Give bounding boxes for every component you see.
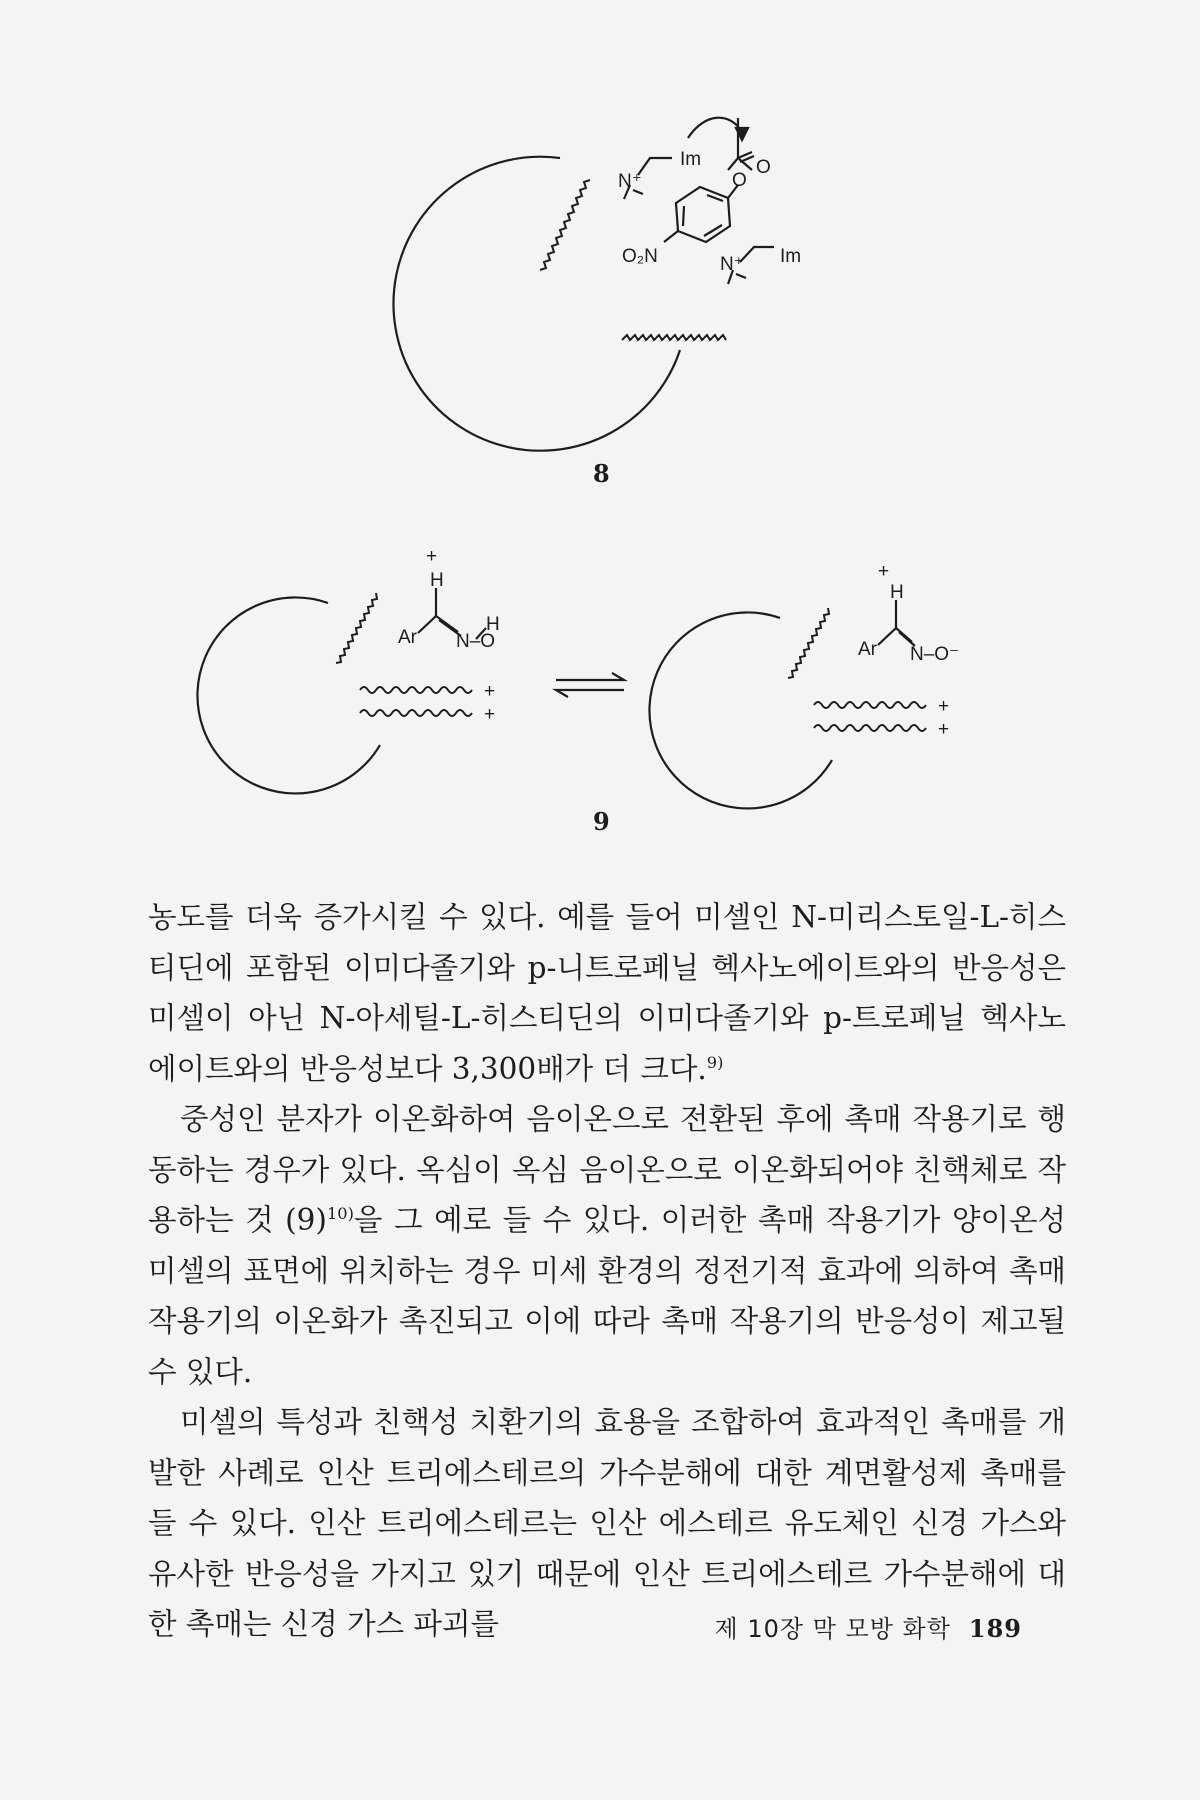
chain-low-9-left bbox=[360, 710, 472, 716]
equilibrium-arrow bbox=[556, 673, 624, 697]
chapter-title: 제 10장 막 모방 화학 bbox=[714, 1615, 951, 1643]
h-label-right: H bbox=[890, 582, 904, 603]
micelle-arc-9-left bbox=[197, 597, 380, 793]
nitro-bond bbox=[664, 231, 678, 242]
paragraph-1-text: 농도를 더욱 증가시킬 수 있다. 예를 들어 미셀인 N-미리스토일-L-히스티딘에 포함된 이미다졸기와 p-니트로페닐 헥사노에이트와의 반응성은 미셀이 아닌 N-아세틸-L-히스티딘의 이미다졸기와 p-트로페닐 헥사노에이트와의 반응성보다 3,300배가 더 크다. bbox=[148, 900, 1066, 1086]
n-plus-label-bottom: N⁺ bbox=[720, 254, 744, 275]
body-text bbox=[148, 892, 1066, 1650]
structure-8 bbox=[393, 118, 774, 451]
ester-oxygen-label: O bbox=[732, 170, 747, 191]
structure-8-labels bbox=[593, 149, 801, 488]
oxime-bonds-right bbox=[878, 600, 915, 646]
h-label-left: H bbox=[430, 570, 444, 591]
reference-10: 10) bbox=[326, 1204, 354, 1224]
plus-mid-right: + bbox=[938, 696, 950, 717]
alkyl-chain-upper-8 bbox=[540, 180, 590, 270]
figures bbox=[0, 0, 1200, 860]
benzene-ring bbox=[676, 187, 730, 242]
curved-arrow bbox=[688, 118, 742, 138]
micelle-arc-8 bbox=[393, 157, 680, 451]
nitro-label: O₂N bbox=[622, 246, 658, 267]
micelle-arc-9-right bbox=[649, 612, 832, 808]
plus-top-left: + bbox=[426, 546, 438, 567]
paragraph-3: 미셀의 특성과 친핵성 치환기의 효용을 조합하여 효과적인 촉매를 개발한 사례로 인산 트리에스테르의 가수분해에 대한 계면활성제 촉매를 들 수 있다. 인산 트리에스테르는 인산 에스테르 유도체인 신경 가스와 유사한 반응성을 가지고 있기 때문에 인산 트리에스테르 가수분해에 대한 촉매는 신경 가스 파괴를 bbox=[148, 1405, 1066, 1641]
plus-low-right: + bbox=[938, 719, 950, 740]
plus-low-left: + bbox=[484, 704, 496, 725]
carbonyl-oxygen-label: O bbox=[756, 157, 771, 178]
n-oh-label-left: N–O bbox=[456, 631, 496, 652]
structure-9 bbox=[197, 588, 926, 808]
reference-9: 9) bbox=[706, 1052, 724, 1072]
chain-upper-9-right bbox=[788, 608, 829, 678]
compound-number-9: 9 bbox=[593, 807, 610, 836]
compound-number-8: 8 bbox=[593, 459, 610, 488]
chain-mid-9-right bbox=[814, 702, 926, 708]
paragraph-1 bbox=[148, 892, 1066, 1094]
im-label-top: Im bbox=[680, 149, 702, 170]
structure-9-labels bbox=[398, 546, 959, 836]
paragraph-2-text-a: 중성인 분자가 이온화하여 음이온으로 전환된 후에 촉매 작용기로 행동하는 경우가 있다. 옥심이 옥심 음이온으로 이온화되어야 친핵체로 작용하는 것 (9) bbox=[148, 1102, 1066, 1237]
im-label-bottom: Im bbox=[780, 246, 802, 267]
plus-mid-left: + bbox=[484, 681, 496, 702]
chain-upper-9-left bbox=[336, 593, 377, 663]
acetyl-bonds bbox=[728, 118, 754, 170]
plus-top-right: + bbox=[878, 561, 890, 582]
chain-low-9-right bbox=[814, 725, 926, 731]
oh-h-label-left: H bbox=[486, 614, 500, 635]
n-o-minus-label-right: N–O⁻ bbox=[910, 644, 960, 665]
ar-label-left: Ar bbox=[398, 627, 417, 648]
paragraph-2 bbox=[148, 1094, 1066, 1397]
alkyl-chain-lower-8 bbox=[622, 335, 726, 340]
n-plus-label-top: N⁺ bbox=[618, 171, 642, 192]
ar-label-right: Ar bbox=[858, 639, 877, 660]
page-number: 189 bbox=[968, 1614, 1022, 1643]
paragraph-2-text-b: 을 그 예로 들 수 있다. 이러한 촉매 작용기가 양이온성 미셀의 표면에 위치하는 경우 미세 환경의 정전기적 효과에 의하여 촉매 작용기의 이온화가 촉진되고 이에 따라 촉매 작용기의 반응성이 제고될 수 있다. bbox=[148, 1203, 1066, 1389]
page-footer bbox=[715, 1609, 1022, 1644]
chain-mid-9-left bbox=[360, 687, 472, 693]
